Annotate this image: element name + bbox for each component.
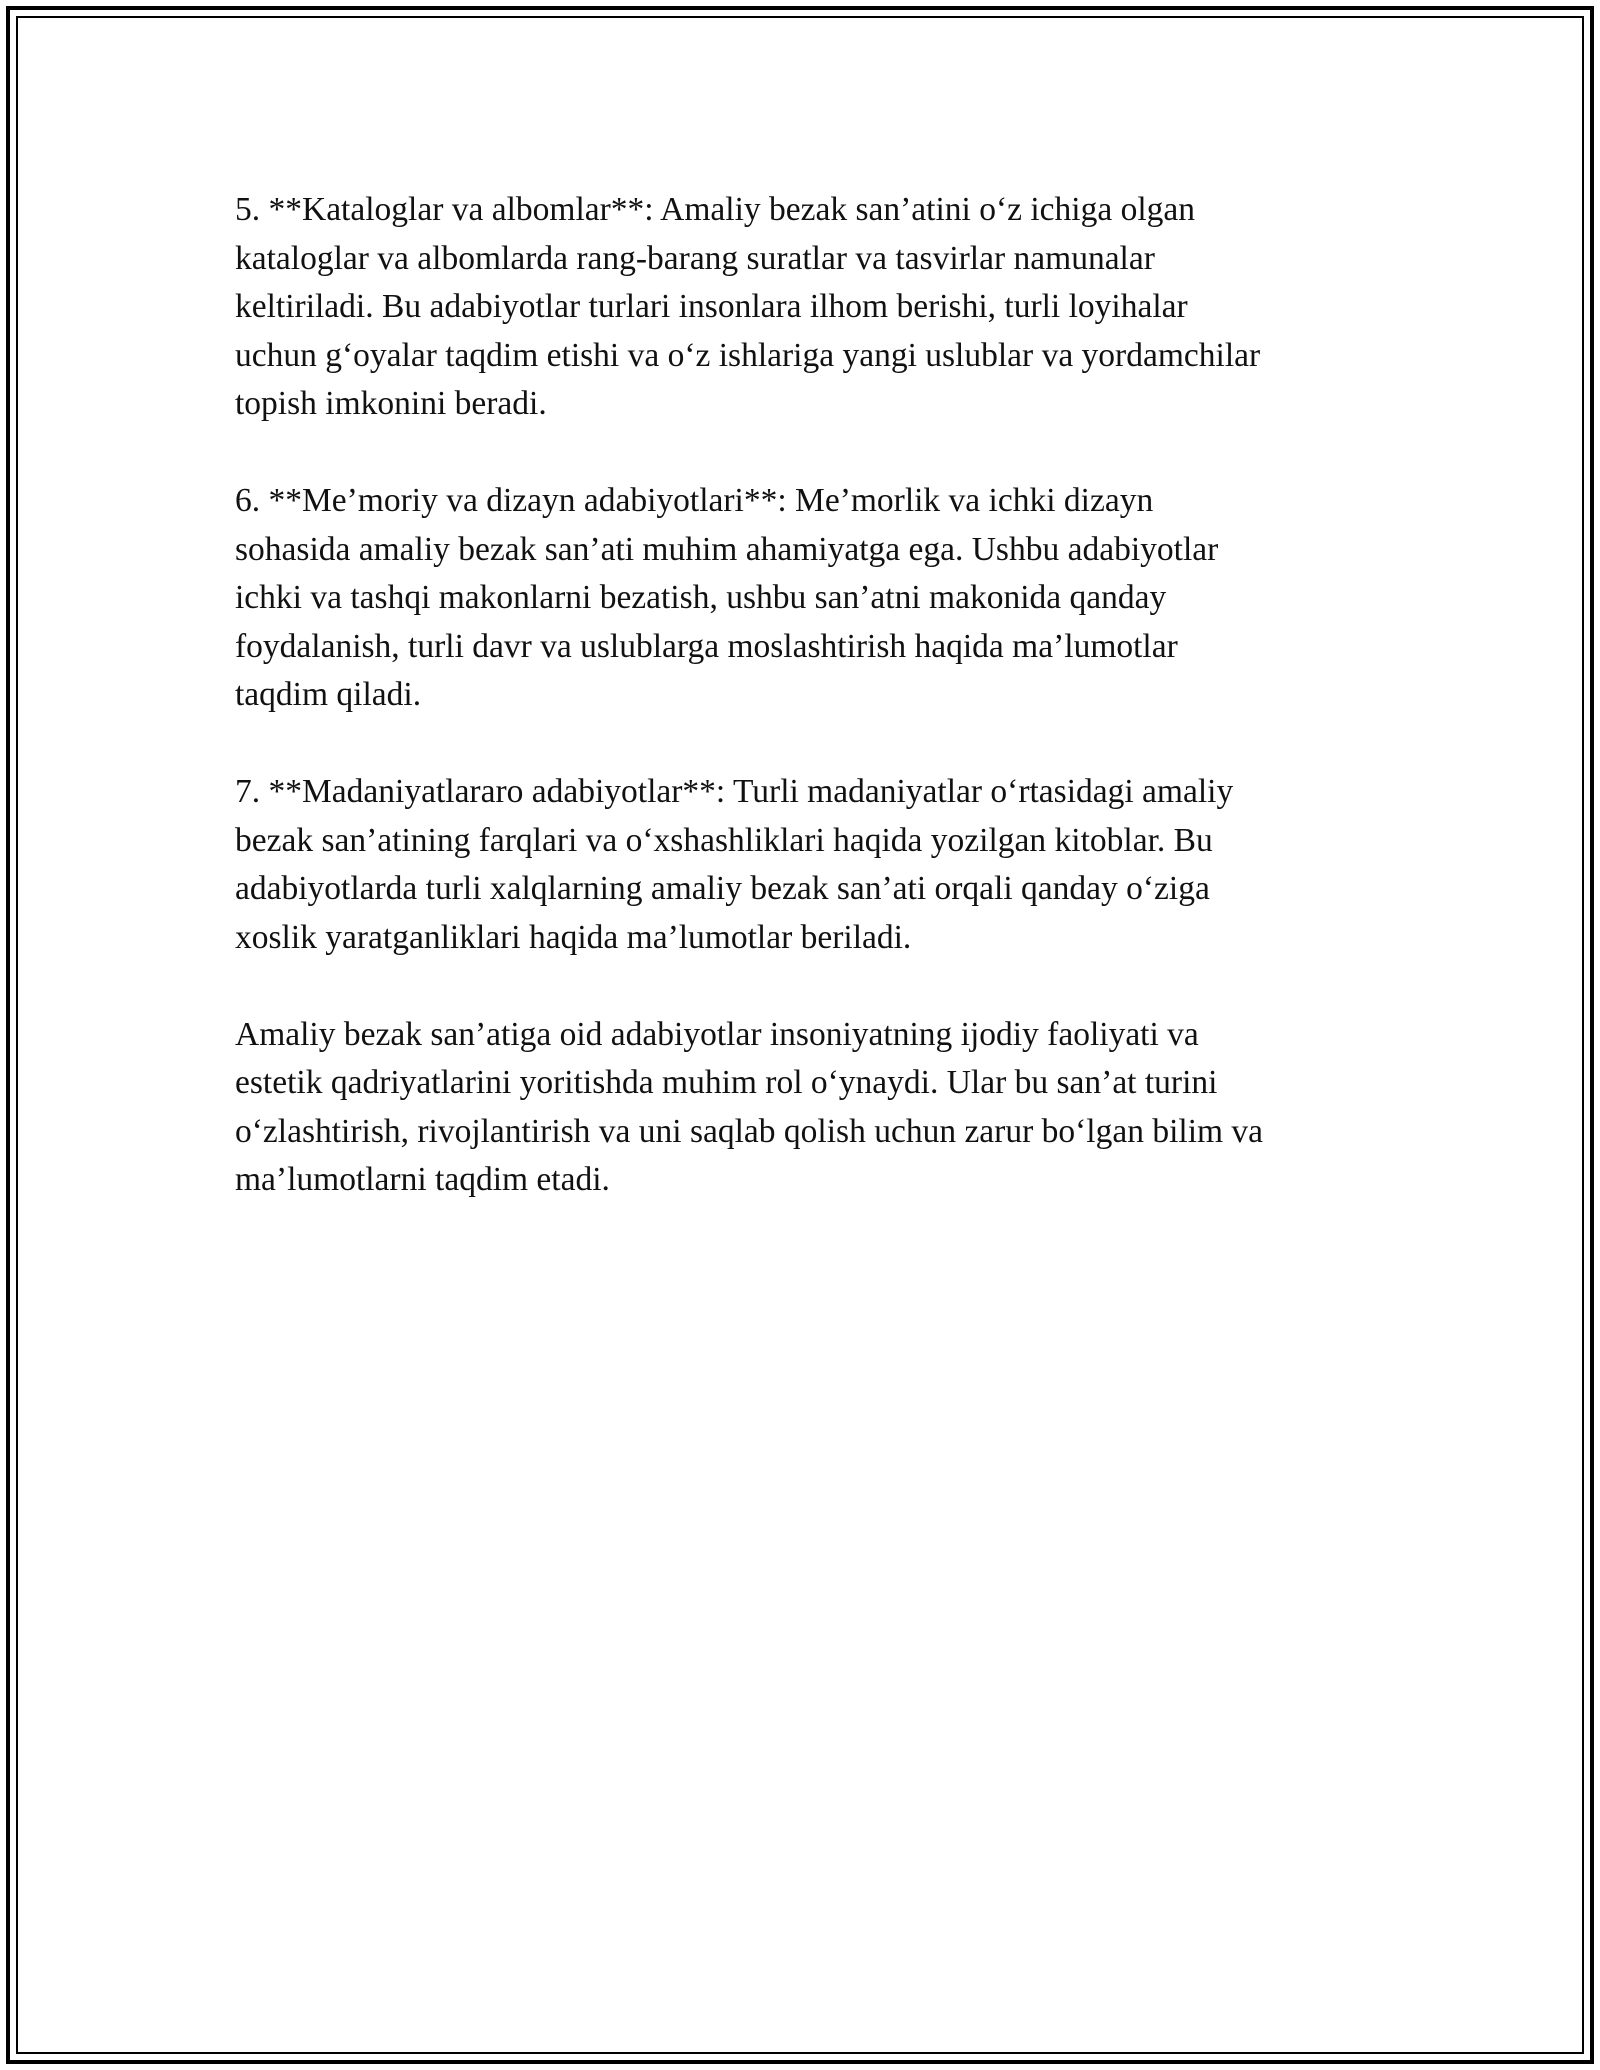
paragraph-conclusion: [235, 1011, 1385, 1205]
text-line: adabiyotlarda turli xalqlarning amaliy bezak san’ati orqali qanday o‘ziga: [235, 870, 1210, 907]
paragraph-katalog: [235, 186, 1385, 429]
text-line: 5. **Kataloglar va albomlar**: Amaliy bezak san’atini o‘z ichiga olgan: [235, 191, 1196, 228]
text-line: foydalanish, turli davr va uslublarga moslashtirish haqida ma’lumotlar: [235, 627, 1178, 665]
paragraph-madaniyatlararo: [235, 768, 1385, 962]
text-line: xoslik yaratganliklari haqida ma’lumotlar beriladi.: [235, 918, 912, 956]
text-line: keltiriladi. Bu adabiyotlar turlari insonlara ilhom berishi, turli loyihalar: [235, 288, 1188, 325]
paragraph-memoriy: [235, 477, 1385, 720]
text-line: ma’lumotlarni taqdim etadi.: [235, 1161, 610, 1198]
text-line: Amaliy bezak san’atiga oid adabiyotlar insoniyatning ijodiy faoliyati va: [235, 1015, 1199, 1053]
text-line: kataloglar va albomlarda rang-barang suratlar va tasvirlar namunalar: [235, 239, 1155, 277]
text-line: topish imkonini beradi.: [235, 385, 547, 422]
document-body: [235, 186, 1385, 1253]
text-line: uchun g‘oyalar taqdim etishi va o‘z ishlariga yangi uslublar va yordamchilar: [235, 336, 1261, 374]
text-line: sohasida amaliy bezak san’ati muhim ahamiyatga ega. Ushbu adabiyotlar: [235, 530, 1219, 568]
text-line: 7. **Madaniyatlararo adabiyotlar**: Turli madaniyatlar o‘rtasidagi amaliy: [235, 773, 1234, 810]
text-line: taqdim qiladi.: [235, 676, 422, 713]
text-line: bezak san’atining farqlari va o‘xshashliklari haqida yozilgan kitoblar. Bu: [235, 821, 1213, 859]
text-line: ichki va tashqi makonlarni bezatish, ushbu san’atni makonida qanday: [235, 579, 1167, 616]
text-line: o‘zlashtirish, rivojlantirish va uni saqlab qolish uchun zarur bo‘lgan bilim va: [235, 1112, 1264, 1150]
text-line: estetik qadriyatlarini yoritishda muhim rol o‘ynaydi. Ular bu san’at turini: [235, 1064, 1218, 1101]
text-line: 6. **Me’moriy va dizayn adabiyotlari**: Me’morlik va ichki dizayn: [235, 482, 1154, 519]
